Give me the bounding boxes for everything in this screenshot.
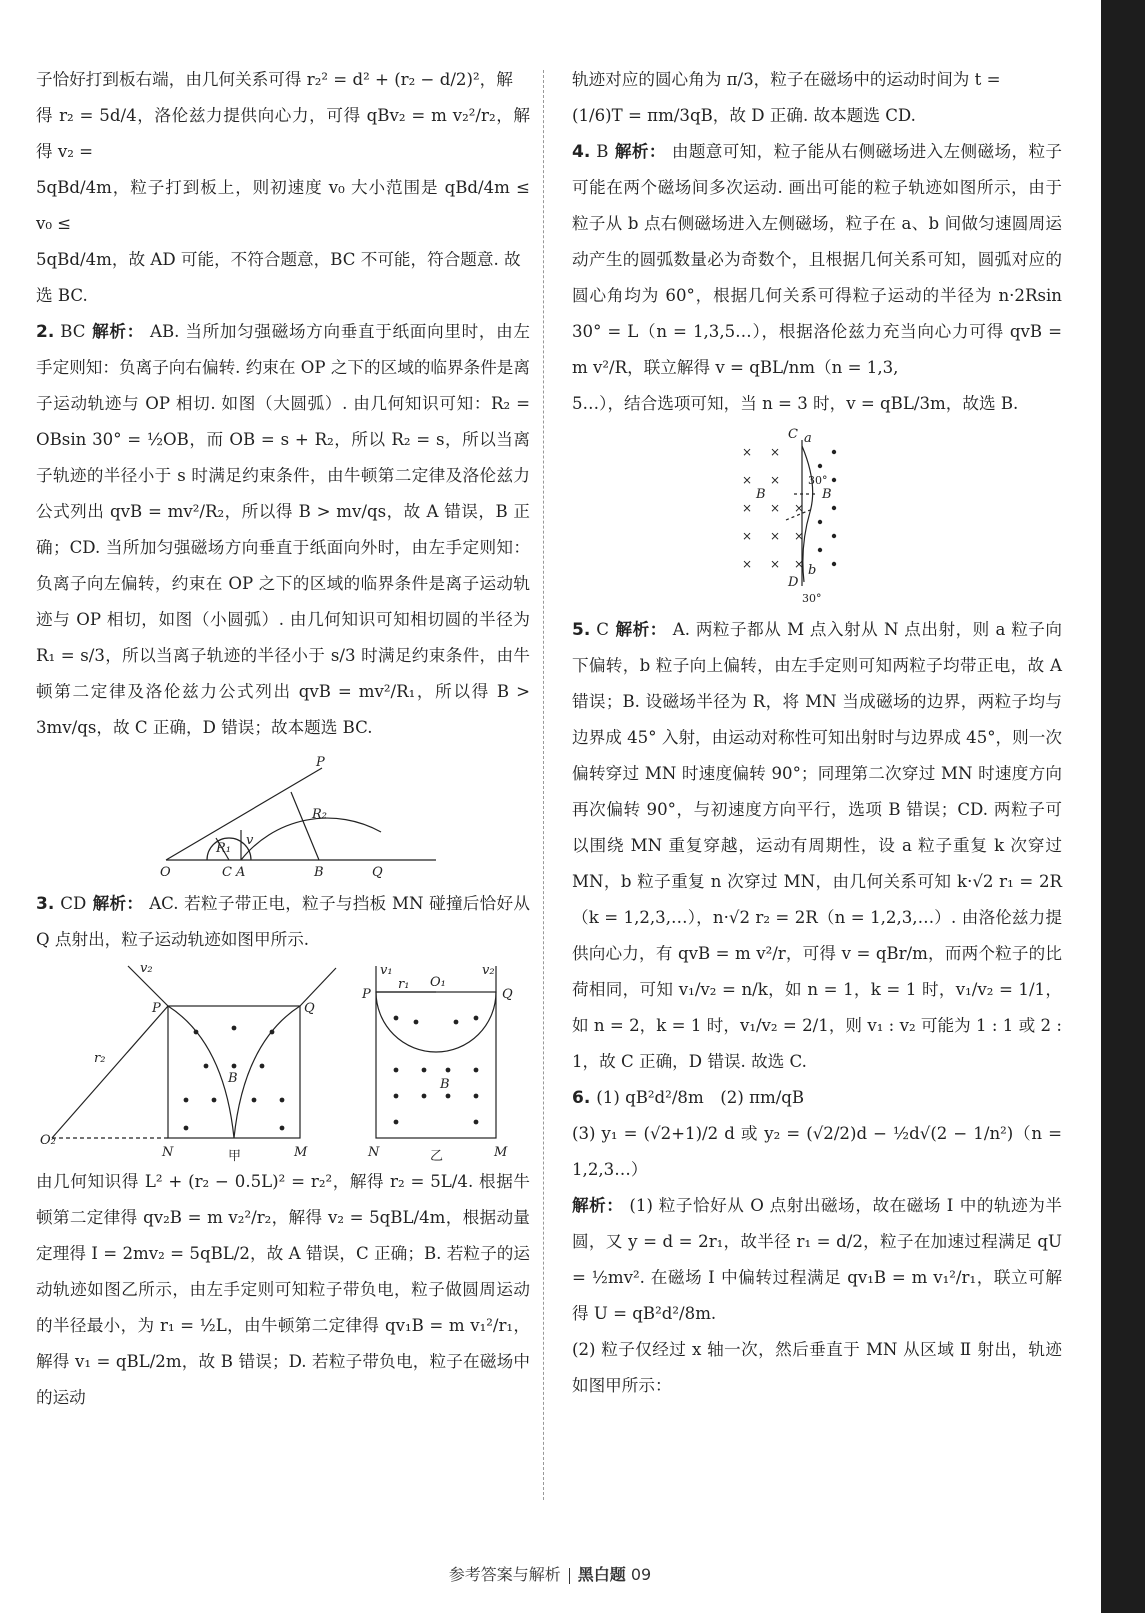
label-P: P bbox=[316, 755, 325, 770]
fig-a-label-N: N bbox=[162, 1145, 174, 1160]
svg-text:×: × bbox=[794, 529, 805, 543]
q1-continuation-line3: 5qBd/4m，粒子打到板上，则初速度 v₀ 大小范围是 qBd/4m ≤ v₀ ≤ bbox=[36, 178, 530, 233]
label-O: O bbox=[160, 865, 171, 880]
svg-text:×: × bbox=[770, 445, 781, 459]
fig-b-label-O1: O₁ bbox=[430, 975, 446, 990]
left-column bbox=[36, 62, 530, 1416]
q3-tail-line2: (1/6)T = πm/3qB，故 D 正确. 故本题选 CD. bbox=[572, 106, 916, 125]
fig-a-label-B: B bbox=[228, 1071, 238, 1086]
q6-number: 6. bbox=[572, 1088, 591, 1108]
q6-solution-part2: (2) 粒子仅经过 x 轴一次，然后垂直于 MN 从区域 Ⅱ 射出，轨迹如图甲所示： bbox=[572, 1340, 1062, 1395]
q4-text: 由题意可知，粒子能从右侧磁场进入左侧磁场，粒子可能在两个磁场间多次运动. 画出可能的粒子轨迹如图所示，由于粒子从 b 点右侧磁场进入左侧磁场，粒子在 a、b 间做匀速圆周运动产生的圆弧数量必为奇数个，且根据几何关系可知，圆弧对应的圆心角均为 60°，根据几何关系可得粒子运动的半径为 n·2Rsin 30° = L（n = 1,3,5…），根据洛伦兹力充当向心力可得 qvB = m v²/R，联立解得 v = qBL/nm（n = 1,3, bbox=[572, 142, 1063, 377]
q3-figures bbox=[36, 962, 530, 1162]
q1-continuation-line4: 5qBd/4m，故 AD 可能，不符合题意，BC 不可能，符合题意. 故 bbox=[36, 250, 521, 269]
q3-text: AC. 若粒子带正电，粒子与挡板 MN 碰撞后恰好从 Q 点射出，粒子运动轨迹如图甲所示. bbox=[36, 894, 531, 949]
q2-text: AB. 当所加匀强磁场方向垂直于纸面向里时，由左手定则知：负离子向右偏转. 约束在 OP 之下的区域的临界条件是离子运动轨迹与 OP 相切. 如图（大圆弧）. 由几何知识可知：R₂ = OBsin 30° = ½OB，而 OB = s + R₂，所以 R₂ = s，所以当离子轨迹的半径小于 s 时满足约束条件，由牛顿第二定律及洛伦兹力公式列出 qvB = mv²/R₂，所以得 B > mv/qs，故 A 错误，B 正确；CD. 当所加匀强磁场方向垂直于纸面向外时，由左手定则知：负离子向左偏转，约束在 OP 之下的区域的临界条件是离子运动轨迹与 OP 相切，如图（小圆弧）. 由几何知识可知相切圆的半径为 R₁ = s/3，所以当离子轨迹的半径小于 s/3 时满足约束条件，由牛顿第二定律及洛伦兹力公式列出 qvB = mv²/R₁，所以得 B > 3mv/qs，故 C 正确，D 错误；故本题选 BC. bbox=[36, 322, 530, 737]
fig-b-label-r1: r₁ bbox=[398, 977, 410, 992]
svg-text:×: × bbox=[794, 557, 805, 571]
fig-a-arc-right bbox=[234, 1006, 300, 1138]
q2-solution bbox=[36, 314, 530, 746]
fig4-angle-top: 30° bbox=[808, 474, 828, 487]
fig-a-label-O2: O₂ bbox=[40, 1133, 56, 1148]
fig-b-arc bbox=[376, 992, 496, 1052]
label-R1: R₁ bbox=[216, 841, 231, 856]
fig-a-arc-left bbox=[168, 1006, 234, 1138]
q3-solution-continued: 由几何知识得 L² + (r₂ − 0.5L)² = r₂²，解得 r₂ = 5L/4. 根据牛顿第二定律得 qv₂B = m v₂²/r₂，解得 v₂ = 5qBL/4m，根据动量定理得 I = 2mv₂ = 5qBL/2，故 A 错误，C 正确；B. 若粒子的运动轨迹如图乙所示，由左手定则可知粒子带负电，粒子做圆周运动的半径最小，为 r₁ = ½L，由牛顿第二定律得 qv₁B = m v₁²/r₁，解得 v₁ = qBL/2m，故 B 错误；D. 若粒子带负电，粒子在磁场中的运动 bbox=[36, 1172, 530, 1407]
q4-number: 4. bbox=[572, 142, 591, 162]
fig-a-label-Q: Q bbox=[304, 1001, 315, 1016]
op-line bbox=[166, 768, 322, 860]
fig-b-label-Q: Q bbox=[502, 987, 513, 1002]
fig4-label-D: D bbox=[788, 575, 799, 590]
q6-text: (1) 粒子恰好从 O 点射出磁场，故在磁场 Ⅰ 中的轨迹为半圆，又 y = d = 2r₁，故半径 r₁ = d/2，粒子在加速过程满足 qU = ½mv². 在磁场 Ⅰ 中偏转过程满足 qv₁B = m v₁²/r₁，联立可解得 U = qB²d²/8m. bbox=[572, 1196, 1062, 1323]
column-divider bbox=[543, 70, 544, 1500]
q2-answer: BC bbox=[60, 322, 86, 341]
q4-solution bbox=[572, 134, 1062, 386]
q5-answer: C bbox=[596, 620, 609, 639]
fig-b-label-v1: v₁ bbox=[380, 963, 393, 978]
q6-answers bbox=[572, 1080, 1062, 1116]
fig-b-label-M: M bbox=[494, 1145, 508, 1160]
q5-solution bbox=[572, 612, 1062, 1080]
svg-text:×: × bbox=[742, 445, 753, 459]
q2-figure bbox=[36, 752, 530, 882]
label-A: A bbox=[236, 865, 246, 880]
q3-answer: CD bbox=[60, 894, 87, 913]
q1-continuation-line2: 得 r₂ = 5d/4，洛伦兹力提供向心力，可得 qBv₂ = m v₂²/r₂，解得 v₂ = bbox=[36, 106, 530, 161]
q1-continuation-line1: 子恰好打到板右端，由几何关系可得 r₂² = d² + (r₂ − d/2)²，解 bbox=[36, 70, 513, 89]
q4-answer: B bbox=[596, 142, 609, 161]
svg-text:×: × bbox=[770, 529, 781, 543]
fig4-label-C: C bbox=[788, 427, 798, 442]
svg-text:×: × bbox=[770, 501, 781, 515]
q6-answer-3: (3) y₁ = (√2+1)/2 d 或 y₂ = (√2/2)d − ½d√(2 − 1/n²)（n = 1,2,3…） bbox=[572, 1124, 1062, 1179]
svg-text:×: × bbox=[770, 473, 781, 487]
q3-tail-line1: 轨迹对应的圆心角为 π/3，粒子在磁场中的运动时间为 t = bbox=[572, 70, 1001, 89]
q5-number: 5. bbox=[572, 620, 591, 640]
footer-title: 参考答案与解析 bbox=[448, 1565, 561, 1584]
q2-label: 解析： bbox=[91, 322, 144, 341]
fig-a-label-M: M bbox=[294, 1145, 308, 1160]
fig-a-caption: 甲 bbox=[228, 1149, 242, 1162]
q4-label: 解析： bbox=[614, 142, 666, 161]
q6-answer-1-2: (1) qB²d²/8m (2) πm/qB bbox=[596, 1088, 805, 1107]
r2-line bbox=[291, 792, 319, 860]
footer-page-number: 09 bbox=[630, 1565, 652, 1584]
q1-continuation-line5: 选 BC. bbox=[36, 286, 88, 305]
fig-b-rect bbox=[376, 992, 496, 1138]
q3-solution bbox=[36, 886, 530, 958]
page-edge-bar bbox=[1101, 0, 1145, 1613]
svg-text:×: × bbox=[742, 557, 753, 571]
fig-b-label-B: B bbox=[440, 1077, 450, 1092]
fig4-label-b: b bbox=[808, 563, 817, 578]
q3-label: 解析： bbox=[92, 894, 144, 913]
footer-book: 黑白题 bbox=[577, 1565, 626, 1584]
label-C: C bbox=[222, 865, 232, 880]
fig-b-caption: 乙 bbox=[430, 1149, 444, 1162]
svg-text:×: × bbox=[742, 529, 753, 543]
q5-label: 解析： bbox=[615, 620, 667, 639]
fig-b-label-v2: v₂ bbox=[482, 963, 495, 978]
fig4-label-B-right: B bbox=[822, 487, 832, 502]
svg-text:×: × bbox=[794, 501, 805, 515]
label-R2: R₂ bbox=[312, 807, 327, 822]
fig-a-r2-line bbox=[52, 1006, 168, 1138]
label-Q: Q bbox=[372, 865, 383, 880]
svg-text:×: × bbox=[770, 557, 781, 571]
fig-a-label-v2: v₂ bbox=[140, 962, 153, 976]
q6-solution bbox=[572, 1188, 1062, 1332]
fig-b-label-N: N bbox=[368, 1145, 380, 1160]
q2-number: 2. bbox=[36, 322, 55, 342]
svg-text:×: × bbox=[742, 501, 753, 515]
right-column bbox=[572, 62, 1062, 1404]
page-footer bbox=[0, 1562, 1100, 1585]
label-v: v bbox=[246, 833, 254, 848]
svg-text:×: × bbox=[742, 473, 753, 487]
q6-label: 解析： bbox=[572, 1196, 624, 1215]
q5-text: A. 两粒子都从 M 点入射从 N 点出射，则 a 粒子向下偏转，b 粒子向上偏转，由左手定则可知两粒子均带正电，故 A 错误；B. 设磁场半径为 R，将 MN 当成磁场的边界，两粒子均与边界成 45° 入射，由运动对称性可知出射时与边界成 45°，则一次偏转穿过 MN 时速度偏转 90°；同理第二次穿过 MN 时速度方向再次偏转 90°，与初速度方向平行，选项 B 错误；CD. 两粒子可以围绕 MN 重复穿越，运动有周期性，设 a 粒子重复 k 次穿过 MN，b 粒子重复 n 次穿过 MN，由几何关系可知 k·√2 r₁ = 2R（k = 1,2,3,…），n·√2 r₂ = 2R（n = 1,2,3,…）. 由洛伦兹力提供向心力，有 qvB = m v²/r，可得 v = qBr/m，而两个粒子的比荷相同，可知 v₁/v₂ = n/k，如 n = 1，k = 1 时，v₁/v₂ = 1/1，如 n = 2，k = 1 时，v₁/v₂ = 2/1，则 v₁ : v₂ 可能为 1 : 1 或 2 : 1，故 C 正确，D 错误. 故选 C. bbox=[572, 620, 1063, 1071]
fig4-label-B-left: B bbox=[756, 487, 766, 502]
q4-solution-end: 5…），结合选项可知，当 n = 3 时，v = qBL/3m，故选 B. bbox=[572, 394, 1019, 413]
q4-figure bbox=[572, 426, 1062, 606]
fig-a-label-P: P bbox=[152, 1001, 161, 1016]
fig4-label-a: a bbox=[804, 431, 812, 446]
fig4-angle-bottom: 30° bbox=[802, 592, 822, 605]
q3-number: 3. bbox=[36, 894, 55, 914]
label-B: B bbox=[314, 865, 324, 880]
fig-b-label-P: P bbox=[362, 987, 371, 1002]
fig-a-label-r2: r₂ bbox=[94, 1051, 106, 1066]
